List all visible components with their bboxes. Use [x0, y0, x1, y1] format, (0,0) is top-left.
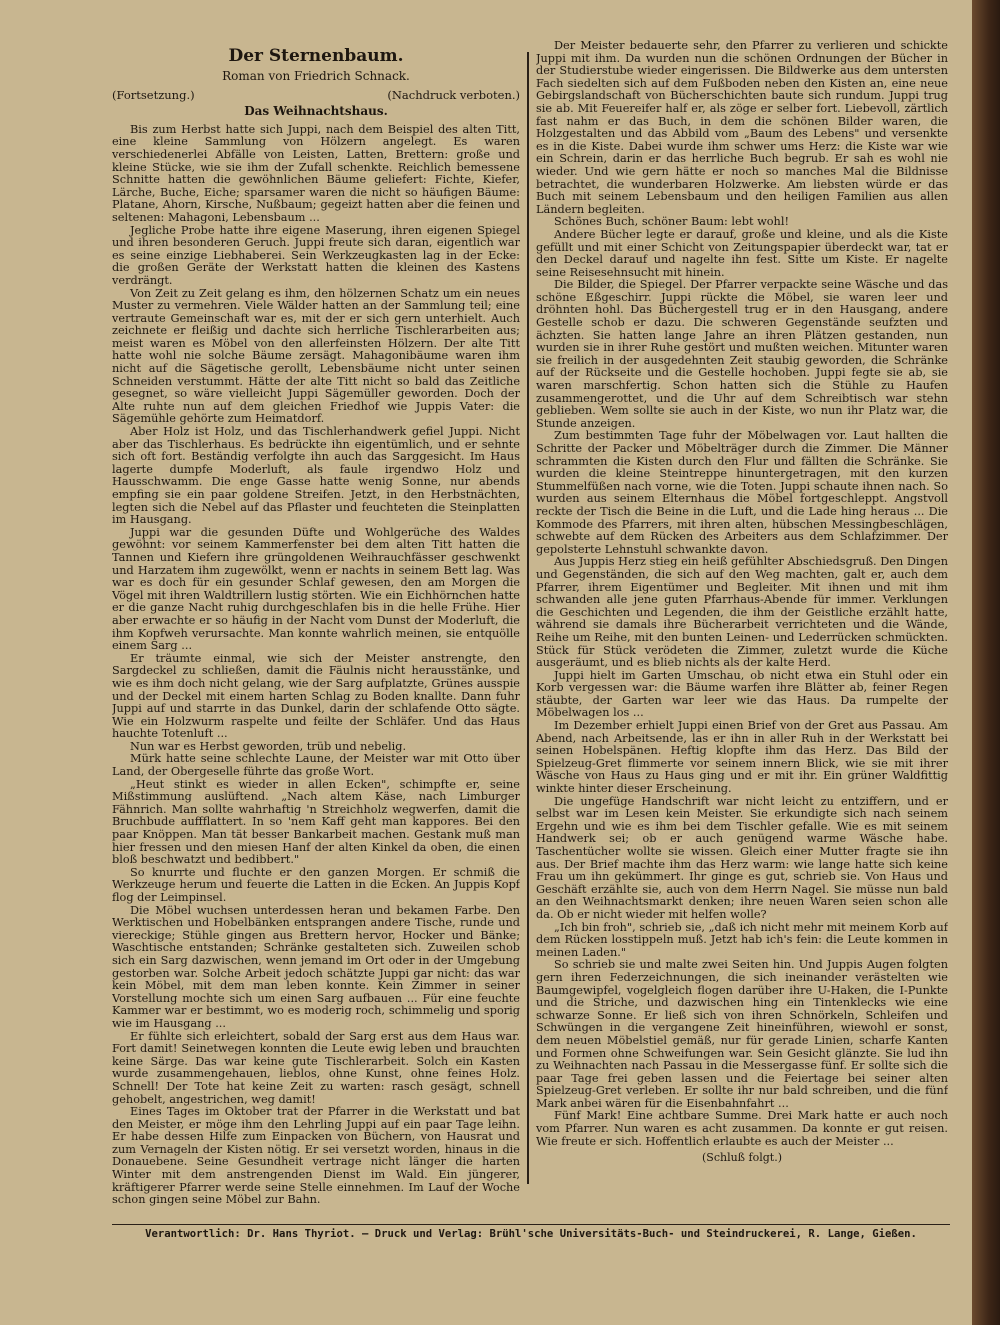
paragraph: Andere Bücher legte er darauf, große und kleine, und als die Kiste gefüllt und mit einer Schicht von Zeitungspapier überdeckt war, tat er den Deckel darauf und nagelte ihn fest. Sitte um Kiste. Er nagelte seine Reisesehnsucht mit hinein.	[536, 227, 948, 279]
article-notes	[112, 89, 520, 102]
continued-note: (Fortsetzung.)	[112, 87, 195, 102]
to-be-continued: (Schluß folgt.)	[702, 1151, 782, 1165]
paragraph: Bis zum Herbst hatte sich Juppi, nach dem Beispiel des alten Titt, eine kleine Sammlung von Hölzern angelegt. Es waren verschiedenerlei Abfälle von Leisten, Latten, Brettern: große und kleine Stücke, wie sie ihm der Zufall schenkte. Reichlich bemessene Schnitte hatten die gewöhnlichen Bäume geliefert: Fichte, Kiefer, Lärche, Buche, Eiche; sparsamer waren die nicht so häufigen Bäume: Platane, Ahorn, Kirsche, Nußbaum; gegeizt hatten aber die feinen und seltenen: Mahagoni, Lebensbaum ...	[112, 122, 520, 224]
article-title: Der Sternenbaum.	[228, 46, 404, 66]
left-column	[112, 40, 520, 1225]
paragraph: Mürk hatte seine schlechte Laune, der Meister war mit Otto über Land, der Obergeselle führte das große Wort.	[112, 752, 520, 779]
paragraph: Aus Juppis Herz stieg ein heiß gefühlter Abschiedsgruß. Den Dingen und Gegenständen, die sich auf den Weg machten, galt er, auch dem Pfarrer, ihrem Eigentümer und Begleiter. Mit ihnen und mit ihm schwanden alle jene guten Pfarrhaus-Abende für immer. Verklungen die Geschichten und Legenden, die ihm der Geistliche erzählt hatte, während sie damals ihre Bücherarbeit verrichteten und die Wände, Reihe um Reihe, mit den bunten Leinen- und Lederrücken schmückten. Stück für Stück verödeten die Zimmer, zuletzt wurde die Küche ausgeräumt, und es blieb nichts als der kalte Herd.	[536, 555, 948, 670]
imprint-line: Verantwortlich: Dr. Hans Thyriot. — Druck und Verlag: Brühl'sche Universitäts-Buch- und Steindruckerei, R. Lange, Gießen.	[145, 1228, 917, 1240]
paragraph: Die Möbel wuchsen unterdessen heran und bekamen Farbe. Den Werktischen und Hobelbänken entsprangen andere Tische, runde und viereckige; Stühle gingen aus Brettern hervor, Hocker und Bänke; Waschtische entstanden; Schränke gestalteten sich. Zuweilen schob sich ein Sarg dazwischen, wenn jemand im Ort oder in der Umgebung gestorben war. Solche Arbeit jedoch schätzte Juppi gar nicht: das war kein Möbel, mit dem man leben konnte. Kein Zimmer in seiner Vorstellung mochte sich um einen Sarg aufbauen ... Für eine feuchte Kammer war er bestimmt, wo es moderig roch, schimmelig und sporig wie im Hausgang ...	[112, 903, 520, 1030]
book-binding-edge	[972, 0, 1000, 1325]
paragraph: Die ungefüge Handschrift war nicht leicht zu entziffern, und er selbst war im Lesen kein Meister. Sie erkundigte sich nach seinem Ergehn und wie es ihm bei dem Tischler gefalle. Wie es mit seinem Handwerk sei; ob er auch genügend warme Wäsche habe. Taschentücher wollte sie wissen. Gleich einer Mutter fragte sie ihn aus. Der Brief machte ihm das Herz warm: wie lange hatte sich keine Frau um ihn gekümmert. Ihr ginge es gut, schrieb sie. Von Haus und Geschäft erzählte sie, auch von dem Herrn Nagel. Sie müsse nun bald an den Weihnachtsmarkt denken; ihre neuen Waren seien schon alle da. Ob er nicht wieder mit helfen wolle?	[536, 794, 948, 921]
paragraph: Er träumte einmal, wie sich der Meister anstrengte, den Sargdeckel zu schließen, damit die Fäulnis nicht herausstänke, und wie es ihm doch nicht gelang, wie der Sarg aufplatzte, Grünes ausspie und der Deckel mit einem harten Schlag zu Boden knallte. Dann fuhr Juppi auf und starrte in das Dunkel, darin der schlafende Otto sägte. Wie ein Holzwurm raspelte und feilte der Schläfer. Und das Haus hauchte Totenluft ...	[112, 651, 520, 741]
paragraph: Fünf Mark! Eine achtbare Summe. Drei Mark hatte er auch noch vom Pfarrer. Nun waren es acht zusammen. Da konnte er gut reisen. Wie freute er sich. Hoffentlich erlaubte es auch der Meister ...	[536, 1109, 948, 1148]
right-column	[536, 40, 948, 1205]
column-divider	[527, 52, 529, 1184]
paragraph: Aber Holz ist Holz, und das Tischlerhandwerk gefiel Juppi. Nicht aber das Tischlerhaus. Es bedrückte ihn eigentümlich, und er sehnte sich oft fort. Beständig verfolgte ihn auch das Sarggesicht. Im Haus lagerte dumpfe Moderluft, als faule irgendwo Holz und Hausschwamm. Die enge Gasse hatte wenig Sonne, nur abends empfing sie ein paar goldene Streifen. Jetzt, in den Herbstnächten, legten sich die Nebel auf das Pflaster und feuchteten die Steinplatten im Hausgang.	[112, 425, 520, 527]
paragraph: Die Bilder, die Spiegel. Der Pfarrer verpackte seine Wäsche und das schöne Eßgeschirr. Juppi rückte die Möbel, sie waren leer und dröhnten hohl. Das Büchergestell trug er in den Hausgang, andere Gestelle schob er dazu. Die schweren Gegenstände seufzten und ächzten. Sie hatten lange Jahre an ihren Plätzen gestanden, nun wurden sie in ihrer Ruhe gestört und mußten weichen. Mitunter waren sie freilich in der ausgedehnten Zeit staubig geworden, die Schränke auf der Rückseite und die Gestelle hochoben. Juppi fegte sie ab, sie waren marschfertig. Schon hatten sich die Stühle zu Haufen zusammengerottet, und die Uhr auf dem Schreibtisch war stehn geblieben. Wem sollte sie auch in der Kiste, wo nun ihr Platz war, die Stunde anzeigen.	[536, 278, 948, 430]
article-byline: Roman von Friedrich Schnack.	[222, 69, 410, 83]
paragraph: Jegliche Probe hatte ihre eigene Maserung, ihren eigenen Spiegel und ihren besonderen Geruch. Juppi freute sich daran, eigentlich war es seine einzige Liebhaberei. Sein Werkzeugkasten lag in der Ecke: die großen Geräte der Werkstatt hatten die kleinen des Kastens verdrängt.	[112, 223, 520, 287]
paragraph: „Ich bin froh", schrieb sie, „daß ich nicht mehr mit meinem Korb auf dem Rücken losstippeln muß. Jetzt hab ich's fein: die Leute kommen in meinen Laden."	[536, 920, 948, 959]
paragraph: Eines Tages im Oktober trat der Pfarrer in die Werkstatt und bat den Meister, er möge ihm den Lehrling Juppi auf ein paar Tage leihn. Er habe dessen Hilfe zum Einpacken von Büchern, von Hausrat und zum Vernageln der Kisten nötig. Er sei versetzt worden, hinaus in die Donauebene. Seine Gesundheit vertrage nicht länger die harten Winter mit dem anstrengenden Dienst im Wald. Ein jüngerer, kräftigerer Pfarrer werde seine Stelle einnehmen. Im Lauf der Woche schon gingen seine Möbel zur Bahn.	[112, 1105, 520, 1207]
paragraph: Juppi war die gesunden Düfte und Wohlgerüche des Waldes gewöhnt: vor seinem Kammerfenster bei dem alten Titt hatten die Tannen und Kiefern ihre grüngoldenen Weihrauchfässer geschwenkt und Harzatem ihm zugewölkt, wenn er nachts in seinem Bett lag. Was war es doch für ein gesunder Schlaf gewesen, den am Morgen die Vögel mit ihren Waldtrillern lustig störten. Wie ein Eichhörnchen hatte er die ganze Nacht ruhig durchgeschlafen bis in die helle Frühe. Hier aber erwachte er so häufig in der Nacht vom Dunst der Moderluft, die ihm Kopfweh verursachte. Man konnte wahrlich meinen, sie entquölle einem Sarg ...	[112, 525, 520, 653]
paragraph: Von Zeit zu Zeit gelang es ihm, den hölzernen Schatz um ein neues Muster zu vermehren. Viele Wälder hatten an der Sammlung teil; eine vertraute Gemeinschaft war es, mit der er sich gern unterhielt. Auch zeichnete er fleißig und dachte sich herrliche Tischlerarbeiten aus; meist waren es Möbel von den allerfeinsten Hölzern. Der alte Titt hatte wohl nie solche Bäume zersägt. Mahagonibäume waren ihm nicht auf die Sägetische gerollt, Lebensbäume nicht unter seinen Schneiden verstummt. Hätte der alte Titt nicht so bald das Zeitliche gesegnet, so wäre vielleicht Juppi Sägemüller geworden. Doch der Alte ruhte nun auf dem gleichen Friedhof wie Juppis Vater: die Sägemühle gehörte zum Heimatdorf.	[112, 286, 520, 426]
paragraph: So schrieb sie und malte zwei Seiten hin. Und Juppis Augen folgten gern ihren Federzeichnungen, die sich ineinander verästelten wie Baumgewipfel, vogelgleich flogen darüber ihre U-Haken, die I-Punkte und die Striche, und dazwischen hing ein Tintenklecks wie eine schwarze Sonne. Er ließ sich von ihren Schnörkeln, Schleifen und Schwüngen in die vergangene Zeit hineinführen, wiewohl er sonst, dem neuen Möbelstiel gemäß, nur für gerade Linien, scharfe Kanten und Formen ohne Schweifungen war. Sein Gesicht glänzte. Sie lud ihn zu Weihnachten nach Passau in die Messergasse fünf. Er sollte sich die paar Tage frei geben lassen und die Feiertage bei seiner alten Spielzeug-Gret verleben. Er sollte ihr nur bald schreiben, und die fünf Mark anbei wären für die Eisenbahnfahrt ...	[536, 958, 948, 1110]
paragraph: Zum bestimmten Tage fuhr der Möbelwagen vor. Laut hallten die Schritte der Packer und Möbelträger durch die Zimmer. Die Männer schrammten die Kisten durch den Flur und fällten die Schränke. Sie wurden die kleine Steintreppe hinuntergetragen, mit den kurzen Stummelfüßen nach vorne, wie die Toten. Juppi schaute ihnen nach. So wurden aus seinem Elternhaus die Möbel fortgeschleppt. Angstvoll reckte der Tisch die Beine in die Luft, und die Lade hing heraus ... Die Kommode des Pfarrers, mit ihren alten, hübschen Messingbeschlägen, schwebte auf dem Rücken des Arbeiters aus dem Schlafzimmer. Der gepolsterte Lehnstuhl schwankte davon.	[536, 429, 948, 556]
footer-divider	[112, 1224, 950, 1225]
copyright-note: (Nachdruck verboten.)	[387, 87, 520, 102]
paragraph: So knurrte und fluchte er den ganzen Morgen. Er schmiß die Werkzeuge herum und feuerte die Latten in die Ecken. An Juppis Kopf flog der Leimpinsel.	[112, 865, 520, 904]
paragraph: „Heut stinkt es wieder in allen Ecken", schimpfte er, seine Mißstimmung auslüftend. „Nach altem Käse, nach Limburger Fähnrich. Man sollte wahrhaftig 'n Streichholz wegwerfen, damit die Bruchbude auffflattert. In so 'nem Kaff geht man kappores. Bei den paar Knöppen. Man tät besser Bankarbeit machen. Gestank muß man hier fressen und den miesen Hanf der alten Kinkel da oben, die einen bloß beschwatzt und bedibbert."	[112, 777, 520, 867]
paragraph: Im Dezember erhielt Juppi einen Brief von der Gret aus Passau. Am Abend, nach Arbeitsende, las er ihn in aller Ruh in der Werkstatt bei seinen Hobelspänen. Heftig klopfte ihm das Herz. Das Bild der Spielzeug-Gret flimmerte vor seinem innern Blick, wie sie mit ihrer Wäsche von Haus zu Haus ging und er mit ihr. Ein grüner Waldfittig winkte hinter dieser Erscheinung.	[536, 719, 948, 796]
paragraph: Schönes Buch, schöner Baum: lebt wohl!	[554, 215, 789, 229]
paragraph: Er fühlte sich erleichtert, sobald der Sarg erst aus dem Haus war. Fort damit! Seinetwegen konnten die Leute ewig leben und brauchten keine Särge. Das war keine gute Tischlerarbeit. Solch ein Kasten wurde zusammengehauen, lieblos, ohne Kunst, ohne feines Holz. Schnell! Der Tote hat keine Zeit zu warten: rasch gesägt, schnell gehobelt, angestrichen, weg damit!	[112, 1029, 520, 1106]
section-heading: Das Weihnachtshaus.	[244, 104, 388, 119]
paragraph: Juppi hielt im Garten Umschau, ob nicht etwa ein Stuhl oder ein Korb vergessen war: die Bäume warfen ihre Blätter ab, feiner Regen stäubte, der Garten war leer wie das Haus. Da rumpelte der Möbelwagen los ...	[536, 668, 948, 720]
paragraph: Nun war es Herbst geworden, trüb und nebelig.	[130, 739, 407, 753]
paragraph: Der Meister bedauerte sehr, den Pfarrer zu verlieren und schickte Juppi mit ihm. Da wurden nun die schönen Ordnungen der Bücher in der Studierstube wieder eingerissen. Die Bildwerke aus dem untersten Fach siedelten sich auf dem Fußboden neben den Kisten an, eine neue Gebirgslandschaft von Bücherschichten baute sich rundum. Juppi trug sie ab. Mit Feuereifer half er, als zöge er selber fort. Liebevoll, zärtlich fast nahm er das Buch, in dem die schönen Bilder waren, die Holzgestalten und das Abbild vom „Baum des Lebens" und versenkte es in die Kiste. Dabei wurde ihm schwer ums Herz: die Kiste war wie ein Schrein, darin er das herrliche Buch begrub. Er sah es wohl nie wieder. Und wie gern hätte er noch so manches Mal die Bildnisse betrachtet, die wunderbaren Holzwerke. Am liebsten würde er das Buch mit seinem Lebensbaum und den heiligen Familien aus allen Ländern begleiten.	[536, 40, 948, 216]
